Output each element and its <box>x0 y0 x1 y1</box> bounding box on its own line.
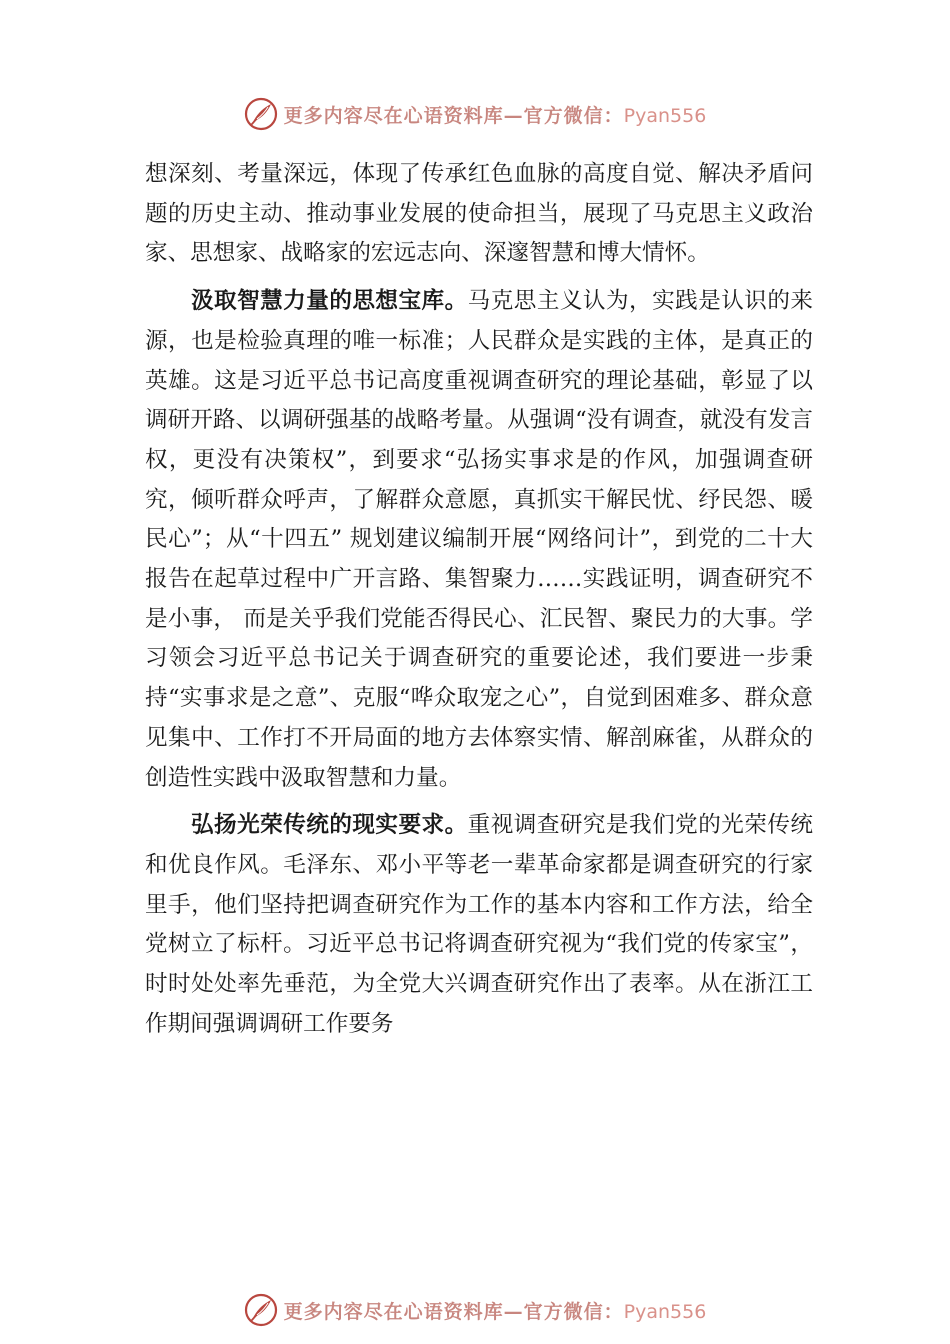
footer-banner <box>0 1290 950 1330</box>
paragraph-3 <box>145 806 813 1044</box>
footer-brand-text: 更多内容尽在心语资料库—官方微信：Pyan556 <box>283 1300 707 1323</box>
quill-logo-icon <box>244 97 278 131</box>
header-banner <box>0 94 950 134</box>
quill-logo-icon <box>244 1293 278 1327</box>
paragraph-2-heading: 汲取智慧力量的思想宝库。 <box>191 288 468 315</box>
paragraph-3-heading: 弘扬光荣传统的现实要求。 <box>191 812 468 839</box>
paragraph-3-text: 重视调查研究是我们党的光荣传统和优良作风。毛泽东、邓小平等老一辈革命家都是调查研究的行家里手，他们坚持把调查研究作为工作的基本内容和工作方法，给全党树立了标杆。习近平总书记将调查研究视为“我们党的传家宝”，时时处处率先垂范，为全党大兴调查研究作出了表率。从在浙江工作期间强调调研工作要务 <box>145 812 814 1037</box>
paragraph-2 <box>145 282 813 798</box>
document-body <box>145 155 813 1044</box>
paragraph-2-text: 马克思主义认为，实践是认识的来源，也是检验真理的唯一标准；人民群众是实践的主体，是真正的英雄。这是习近平总书记高度重视调查研究的理论基础，彰显了以调研开路、以调研强基的战略考量。从强调“没有调查，就没有发言权，更没有决策权”，到要求“弘扬实事求是的作风，加强调查研究，倾听群众呼声，了解群众意愿，真抓实干解民忧、纾民怨、暖民心”；从“十四五” 规划建议编制开展“网络问计”，到党的二十大报告在起草过程中广开言路、集智聚力……实践证明，调查研究不是小事， 而是关乎我们党能否得民心、汇民智、聚民力的大事。学习领会习近平总书记关于调查研究的重要论述，我们要进一步秉持“实事求是之意”、克服“哗众取宠之心”，自觉到困难多、群众意见集中、工作打不开局面的地方去体察实情、解剖麻雀，从群众的创造性实践中汲取智慧和力量。 <box>145 288 814 791</box>
paragraph-1 <box>145 155 813 274</box>
header-wechat-handle: Pyan556 <box>623 104 707 127</box>
footer-wechat-handle: Pyan556 <box>623 1300 707 1323</box>
header-brand-text: 更多内容尽在心语资料库—官方微信：Pyan556 <box>283 104 707 127</box>
paragraph-1-text: 想深刻、考量深远，体现了传承红色血脉的高度自觉、解决矛盾问题的历史主动、推动事业发展的使命担当，展现了马克思主义政治家、思想家、战略家的宏远志向、深邃智慧和博大情怀。 <box>145 161 813 267</box>
